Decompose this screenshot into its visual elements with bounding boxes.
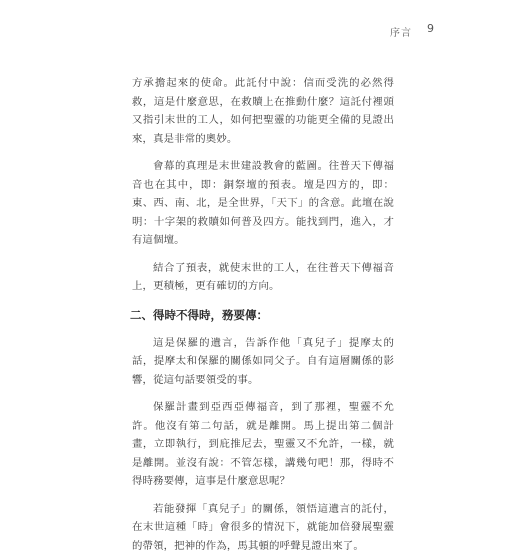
paragraph-2: 會幕的真理是末世建設教會的藍圖。往普天下傳福音也在其中，即：銅祭壇的預表。壇是四方的，即：東、西、南、北，是全世界，「天下」的含意。此壇在說明：十字架的救贖如何普及四方。能找到門，進入，才有這個壇。 <box>132 157 394 250</box>
page-number: 9 <box>427 22 434 35</box>
section-heading: 二、得時不得時，務要傳： <box>130 306 394 324</box>
paragraph-1: 方承擔起來的使命。此託付中說：信而受洗的必然得救，這是什麼意思，在救贖上在推動什麼？這託付裡頭又指引末世的工人，如何把聖靈的功能更全備的見證出來，真是非常的奧妙。 <box>132 74 394 148</box>
paragraph-6: 若能發揮「真兒子」的關係，領悟這遺言的託付，在末世這種「時」會很多的情況下，就能加倍發展聖靈的帶領，把神的作為，馬其頓的呼聲見證出來了。 <box>132 500 394 555</box>
paragraph-3: 結合了預表，就使末世的工人，在往普天下傳福音上，更積極，更有確切的方向。 <box>132 259 394 296</box>
paragraph-4: 這是保羅的遺言，告訴作他「真兒子」提摩太的話，提摩太和保羅的關係如同父子。自有這層關係的影響，從這句話要領受的事。 <box>132 334 394 390</box>
body-text <box>132 74 394 555</box>
paragraph-5: 保羅計畫到亞西亞傳福音，到了那裡，聖靈不允許。他沒有第二句話，就是離開。馬上提出第二個計畫，立即執行，到庇推尼去，聖靈又不允許，一樣，就是離開。並沒有說：不管怎樣，講幾句吧！那，得時不得時務要傳，這事是什麼意思呢？ <box>132 398 394 491</box>
running-head: 序言 <box>390 24 412 39</box>
